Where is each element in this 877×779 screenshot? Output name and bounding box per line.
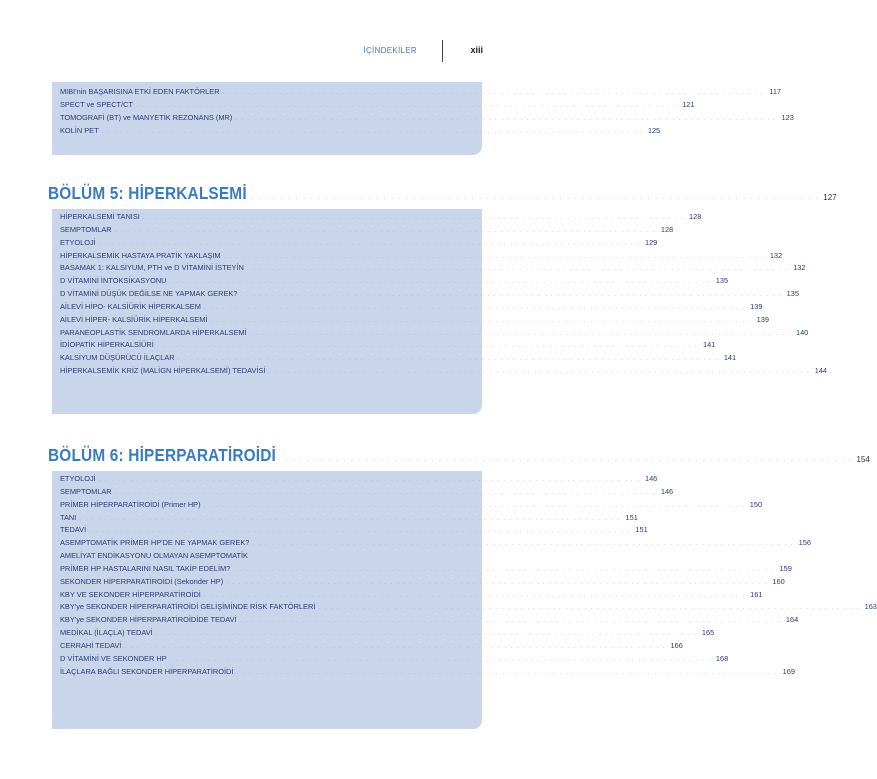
toc-entry-page: 163 [864,602,877,612]
toc-entry[interactable] [52,237,658,250]
toc-entry-label[interactable]: MEDİKAL (İLAÇLA) TEDAVİ [60,628,153,638]
chapter-title[interactable]: BÖLÜM 5: HİPERKALSEMİ [48,183,247,203]
toc-entries [52,209,828,378]
dot-leader: . . . . . . . . . . . . . . . . . . . . . . . . . . . . . . . . . . . . . . . . . . . . . . . . . . . . . . . . . . . . . . . . . . . . . . . . . . . . . . . . . . . . . . [203,502,746,509]
toc-block-chapter4-tail [52,82,794,155]
toc-entry-page: 151 [635,525,648,535]
toc-entry-label[interactable]: PARANEOPLASTİK SENDROMLARDA HİPERKALSEMİ [60,327,247,337]
toc-entry-page: 156 [798,538,811,548]
toc-entry-page: 132 [769,250,783,260]
dot-leader: . . . . . . . . . . . . . . . . . . . . . . . . . . . . . . . . . . . . . . . . . . . . . . . . . . . . . . . . . . . . . . . . . . . . . . . . . . . . . . . . . . . . . . [240,292,782,299]
toc-entry-label[interactable]: AİLEVİ HİPO- KALSİÜRİK HİPERKALSEM [60,301,201,311]
dot-leader: . . . . . . . . . . . . . . . . . . . . . . . . . . . . . . . . . . . . . . . . . . . . . . . . . . . . . . . . . . . . . . . . . . . . . . . . . . . . . . . . . . . . . . [203,592,746,599]
dot-leader: . . . . . . . . . . . . . . . . . . . . . . . . . . . . . . . . . . . . . . . . . . . . . . . . . . . . . . . . . . . . . . . . . . . . . . . . . . . . . . . . . . . . . . [235,115,777,122]
dot-leader: . . . . . . . . . . . . . . . . . . . . . . . . . . . . . . . . . . . . . . . . . . . . . . . . . . . . . . . . . . . . . . . . . . . . . . . . . . . . . . . . . . . . . . [177,356,720,363]
chapter-heading-6[interactable] [48,444,870,466]
dot-leader: . . . . . . . . . . . . . . . . . . . . . . . . . . . . . . . . . . . . . . . . . . . . . . . . . . . . . . . . . . . . . . . . . . . . . . . . . . . . . . . . . . . . . . [89,528,631,535]
toc-entry[interactable] [52,86,782,99]
dot-leader: . . . . . . . . . . . . . . . . . . . . . . . . . . . . . . . . . . . . . . . . . . . . . . . . . . . . . . . . . . . . . . . . . . . . . . . . . . . . . . [251,195,821,201]
toc-entry-label[interactable]: MIBI'nin BAŞARISINA ETKİ EDEN FAKTÖRLER [60,87,220,96]
dot-leader: . . . . . . . . . . . . . . . . . . . . . . . . . . . . . . . . . . . . . . . . . . . . . . . . . . . . . . . . . . . . . . . . . . . . . . . . . . . . . . . . . . . . . . [239,618,782,625]
dot-leader: . . . . . . . . . . . . . . . . . . . . . . . . . . . . . . . . . . . . . . . . . . . . . . . . . . . . . . . . . . . . . . . . . . . . . . . . . . . . . . . . . . . . . . [98,477,641,483]
toc-entry[interactable] [52,327,809,340]
toc-entry-label[interactable]: İLAÇLARA BAĞLI SEKONDER HİPERPARATİROİDİ [60,666,234,676]
dot-leader: . . . . . . . . . . . . . . . . . . . . . . . . . . . . . . . . . . . . . . . . . . . . . . . . . . . . . . . . . . . . . . . . . . . . . . . . . . . . . . . . . . . . . . [226,579,768,586]
toc-entry-label[interactable]: KBY VE SEKONDER HİPERPARATİROİDİ [60,589,201,599]
dot-leader: . . . . . . . . . . . . . . . . . . . . . . . . . . . . . . . . . . . . . . . . . . . . . . . . . . . . . . . . . . . . . . . . . . . . . . . . . . . . . . . . . . . . . . [233,566,775,573]
dot-leader: . . . . . . . . . . . . . . . . . . . . . . . . . . . . . . . . . . . . . . . . . . . . . . . . . . . . . . . . . . . . . . . . . . . . . . . . . . . . . . [285,457,854,463]
toc-entry[interactable] [52,537,811,550]
toc-entry-label[interactable]: D VİTAMİNİ DÜŞÜK DEĞİLSE NE YAPMAK GEREK? [60,289,238,299]
toc-entry-label[interactable]: SEKONDER HİPERPARATİROİDİ (Sekonder HP) [60,576,224,586]
toc-entry[interactable] [52,486,674,499]
toc-entry-label[interactable]: TOMOGRAFİ (BT) ve MANYETİK REZONANS (MR) [60,112,233,122]
toc-entry[interactable] [52,627,715,640]
toc-entry[interactable] [52,512,638,525]
toc-entry[interactable] [52,288,799,301]
toc-entry[interactable] [52,275,729,288]
toc-entry-label[interactable]: PRİMER HİPERPARATİROİDİ (Primer HP) [60,499,201,509]
chapter-heading-5[interactable] [48,182,837,204]
dot-leader: . . . . . . . . . . . . . . . . . . . . . . . . . . . . . . . . . . . . . . . . . . . . . . . . . . . . . . . . . . . . . . . . . . . . . . . . . . . . . . . . . . . . . . [252,541,794,548]
toc-block-chapter6 [52,471,877,729]
dot-leader: . . . . . . . . . . . . . . . . . . . . . . . . . . . . . . . . . . . . . . . . . . . . . . . . . . . . . . . . . . . . . . . . . . . . . . . . . . . . . . . . . . . . . . [156,343,699,350]
dot-leader: . . . . . . . . . . . . . . . . . . . . . . . . . . . . . . . . . . . . . . . . . . . . . . . . . . . . . . . . . . . . . . . . . . . . . . . . . . . . . . . . . . . . . . [249,330,792,337]
toc-entry-label[interactable]: AMELİYAT ENDİKASYONU OLMAYAN ASEMPTOMATİK [60,551,248,561]
toc-entry-label[interactable]: HİPERKALSEMİ TANISI [60,212,140,221]
toc-entry[interactable] [52,666,796,679]
toc-entry-label[interactable]: BASAMAK 1: KALSİYUM, PTH ve D VİTAMİNİ İSTEYİN [60,263,244,273]
dot-leader: . . . . . . . . . . . . . . . . . . . . . . . . . . . . . . . . . . . . . . . . . . . . . . . . . . . . . . . . . . . . . . . . . . . . . . . . . . . . . . . . . . . . . . [169,656,712,663]
toc-entry[interactable] [52,576,785,589]
toc-entry-page: 146 [644,474,658,483]
toc-entry-page: 128 [660,224,674,234]
toc-entry[interactable] [52,365,828,378]
page-number: xiii [470,45,483,55]
dot-leader: . . . . . . . . . . . . . . . . . . . . . . . . . . . . . . . . . . . . . . . . . . . . . . . . . . . . . . . . . . . . . . . . . . . . . . . . . . . . . . . . . . . . . . [222,90,765,96]
dot-leader: . . . . . . . . . . . . . . . . . . . . . . . . . . . . . . . . . . . . . . . . . . . . . . . . . . . . . . . . . . . . . . . . . . . . . . . . . . . . . . . . . . . . . . [135,102,678,109]
toc-entry-page: 141 [723,353,737,363]
toc-entry-page: 132 [793,263,806,273]
dot-leader: . . . . . . . . . . . . . . . . . . . . . . . . . . . . . . . . . . . . . . . . . . . . . . . . . . . . . . . . . . . . . . . . . . . . . . . . . . . . . . . . . . . . . . [203,304,746,311]
toc-entry[interactable] [52,589,763,602]
toc-entry-label[interactable]: HİPERKALSEMİK HASTAYA PRATİK YAKLAŞIM [60,250,221,260]
toc-entry-page: 165 [701,628,715,638]
toc-entry-page: 135 [786,289,799,299]
toc-entry-label[interactable]: SEMPTOMLAR [60,224,112,234]
toc-entry[interactable] [52,601,877,614]
toc-entry-page: 161 [750,589,763,599]
toc-entry-label[interactable]: ETYOLOJİ [60,474,96,483]
toc-entry-page: 117 [769,87,782,96]
toc-entry-page: 121 [682,99,695,109]
toc-entries [52,82,794,137]
toc-entry-page: 164 [785,615,799,625]
toc-entry-page: 135 [715,276,729,286]
dot-leader: . . . . . . . . . . . . . . . . . . . . . . . . . . . . . . . . . . . . . . . . . . . . . . . . . . . . . . . . . . . . . . . . . . . . . . . . . . . . . . . . . . . . . . [114,227,657,234]
toc-entry-page: 141 [703,340,716,350]
toc-entry[interactable] [52,614,799,627]
dot-leader: . . . . . . . . . . . . . . . . . . . . . . . . . . . . . . . . . . . . . . . . . . . . . . . . . . . . . . . . . . . . . . . . . . . . . . . . . . . . . . . . . . . . . . [142,215,685,221]
toc-entry[interactable] [52,125,661,138]
toc-entry-label[interactable]: CERRAHİ TEDAVİ [60,640,122,650]
toc-entry-page: 139 [750,301,763,311]
header-divider [442,40,443,62]
toc-entry-page: 151 [625,512,638,522]
toc-entry-label[interactable]: PRİMER HP HASTALARINI NASIL TAKİP EDELİM? [60,563,231,573]
dot-leader: . . . . . . . . . . . . . . . . . . . . . . . . . . . . . . . . . . . . . . . . . . . . . . . . . . . . . . . . . . . . . . . . . . . . . . . . . . . . . . . . . . . . . . [268,369,811,376]
toc-entry[interactable] [52,262,806,275]
toc-entry-label[interactable]: D VİTAMİNİ VE SEKONDER HP [60,653,167,663]
toc-entry-label[interactable]: KALSİYUM DÜŞÜRÜCÜ İLAÇLAR [60,353,175,363]
toc-entry-label[interactable]: HİPERKALSEMİK KRİZ (MALİGN HİPERKALSEMİ) TEDAVİSİ [60,366,266,376]
toc-entry-label[interactable]: D VİTAMİNİ İNTOKSİKASYONU [60,276,167,286]
toc-entry-label[interactable]: KBY'ye SEKONDER HİPERPARATİROİDİ GELİŞİMİNDE RİSK FAKTÖRLERİ [60,602,316,612]
toc-entry[interactable] [52,550,482,563]
toc-entry[interactable] [52,301,763,314]
toc-entry-page: 150 [749,499,763,509]
toc-entry-page: 144 [814,366,828,376]
toc-entry[interactable] [52,640,683,653]
toc-entry-page: 146 [660,486,674,496]
toc-entry[interactable] [52,112,794,125]
toc-entries [52,471,877,679]
toc-entry[interactable] [52,224,674,237]
toc-entry-label[interactable]: İDİOPATİK HİPERKALSİÜRİ [60,340,154,350]
dot-leader: . . . . . . . . . . . . . . . . . . . . . . . . . . . . . . . . . . . . . . . . . . . . . . . . . . . . . . . . . . . . . . . . . . . . . . . . . . . . . . . . . . . . . . [169,279,712,286]
dot-leader: . . . . . . . . . . . . . . . . . . . . . . . . . . . . . . . . . . . . . . . . . . . . . . . . . . . . . . . . . . . . . . . . . . . . . . . . . . . . . . . . . . . . . . [318,605,860,612]
toc-block-chapter5 [52,209,828,414]
toc-entry-page: 128 [689,212,702,221]
running-head-title: İÇİNDEKİLER [363,46,417,55]
toc-entry[interactable] [52,563,792,576]
toc-entry[interactable] [52,250,783,263]
toc-entry-page: 129 [644,237,658,247]
toc-entry-label[interactable]: ETYOLOJİ [60,237,96,247]
dot-leader: . . . . . . . . . . . . . . . . . . . . . . . . . . . . . . . . . . . . . . . . . . . . . . . . . . . . . . . . . . . . . . . . . . . . . . . . . . . . . . . . . . . . . . [114,489,657,496]
toc-entry-page: 125 [647,125,661,135]
toc-entry[interactable] [52,339,716,352]
toc-entry-page: 166 [670,640,683,650]
toc-entry-page: 140 [795,327,809,337]
dot-leader: . . . . . . . . . . . . . . . . . . . . . . . . . . . . . . . . . . . . . . . . . . . . . . . . . . . . . . . . . . . . . . . . . . . . . . . . . . . . . . . . . . . . . . [155,631,698,638]
toc-entry-label[interactable]: TANI [60,512,77,522]
chapter-page-number: 127 [823,193,837,202]
toc-entry[interactable] [52,499,763,512]
dot-leader: . . . . . . . . . . . . . . . . . . . . . . . . . . . . . . . . . . . . . . . . . . . . . . . . . . . . . . . . . . . . . . . . . . . . . . . . . . . . . . . . . . . . . . [124,643,666,650]
toc-entry[interactable] [52,524,648,537]
toc-entry-page: 139 [756,314,770,324]
toc-entry[interactable] [52,653,729,666]
toc-entry-page: 123 [781,112,794,122]
dot-leader: . . . . . . . . . . . . . . . . . . . . . . . . . . . . . . . . . . . . . . . . . . . . . . . . . . . . . . . . . . . . . . . . . . . . . . . . . . . . . . . . . . . . . . [101,128,644,135]
toc-entry-label[interactable]: KOLİN PET [60,125,99,135]
toc-entry[interactable] [52,211,702,224]
toc-entry-label[interactable]: AİLEVİ HİPER- KALSİÜRİK HİPERKALSEMİ [60,314,208,324]
toc-entry-page: 168 [715,653,729,663]
toc-entry-page: 159 [779,563,792,573]
dot-leader: . . . . . . . . . . . . . . . . . . . . . . . . . . . . . . . . . . . . . . . . . . . . . . . . . . . . . . . . . . . . . . . . . . . . . . . . . . . . . . . . . . . . . . [210,317,753,324]
toc-entry[interactable] [52,473,658,486]
toc-entry[interactable] [52,352,737,365]
toc-entry-page: 169 [782,666,796,676]
chapter-title[interactable]: BÖLÜM 6: HİPERPARATİROİDİ [48,445,276,465]
toc-entry-label[interactable]: TEDAVİ [60,525,87,535]
running-head [0,38,529,68]
toc-entry-label[interactable]: KBY'ye SEKONDER HİPERPARATİROİDİDE TEDAVİ [60,615,237,625]
toc-entry-page: 160 [772,576,785,586]
dot-leader: . . . . . . . . . . . . . . . . . . . . . . . . . . . . . . . . . . . . . . . . . . . . . . . . . . . . . . . . . . . . . . . . . . . . . . . . . . . . . . . . . . . . . . [79,515,621,522]
dot-leader: . . . . . . . . . . . . . . . . . . . . . . . . . . . . . . . . . . . . . . . . . . . . . . . . . . . . . . . . . . . . . . . . . . . . . . . . . . . . . . . . . . . . . . [223,253,766,260]
toc-entry-label[interactable]: ASEMPTOMATİK PRİMER HP'DE NE YAPMAK GEREK? [60,538,250,548]
toc-entry-label[interactable]: SEMPTOMLAR [60,486,112,496]
dot-leader: . . . . . . . . . . . . . . . . . . . . . . . . . . . . . . . . . . . . . . . . . . . . . . . . . . . . . . . . . . . . . . . . . . . . . . . . . . . . . . . . . . . . . . [246,266,789,273]
toc-entry-label[interactable]: SPECT ve SPECT/CT [60,99,133,109]
dot-leader: . . . . . . . . . . . . . . . . . . . . . . . . . . . . . . . . . . . . . . . . . . . . . . . . . . . . . . . . . . . . . . . . . . . . . . . . . . . . . . . . . . . . . . [236,669,779,676]
chapter-page-number: 154 [856,455,870,464]
dot-leader: . . . . . . . . . . . . . . . . . . . . . . . . . . . . . . . . . . . . . . . . . . . . . . . . . . . . . . . . . . . . . . . . . . . . . . . . . . . . . . . . . . . . . . [98,240,641,247]
toc-entry[interactable] [52,314,770,327]
toc-entry[interactable] [52,99,695,112]
